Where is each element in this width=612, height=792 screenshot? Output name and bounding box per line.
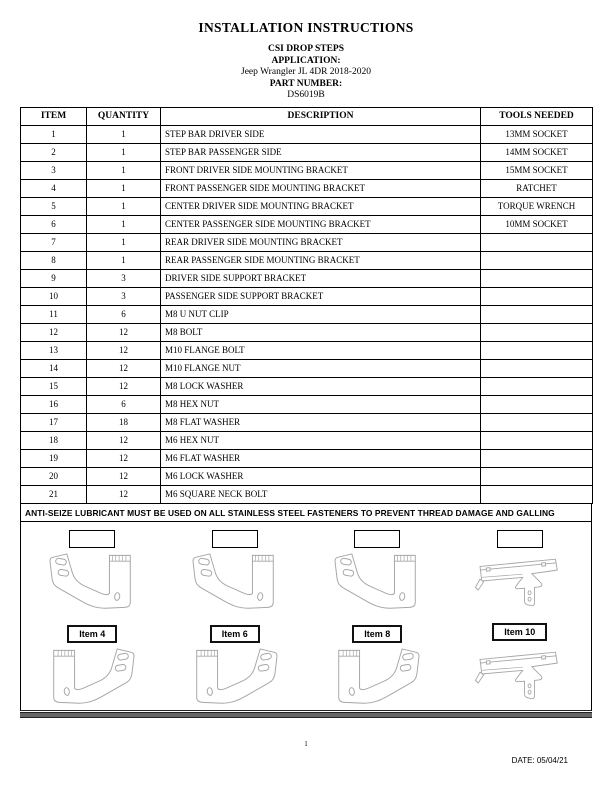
application-label: APPLICATION: [271,55,341,66]
table-row [21,251,593,269]
table-row [21,323,593,341]
quantity-cell: 12 [87,431,161,449]
quantity-cell: 1 [87,143,161,161]
table-row [21,377,593,395]
table-row [21,341,593,359]
tools-cell [481,449,593,467]
item-cell: 17 [21,413,87,431]
description-cell: REAR DRIVER SIDE MOUNTING BRACKET [161,233,481,251]
description-cell: M6 LOCK WASHER [161,467,481,485]
item-cell: 4 [21,179,87,197]
figure-column-2 [164,522,307,710]
description-cell: REAR PASSENGER SIDE MOUNTING BRACKET [161,251,481,269]
item-cell: 9 [21,269,87,287]
empty-label-box [69,530,115,548]
page-number: 1 [304,740,308,748]
tools-cell [481,377,593,395]
tools-cell [481,323,593,341]
support-bracket-drawing [472,551,568,611]
item-cell: 13 [21,341,87,359]
empty-label-box [212,530,258,548]
description-cell: M8 HEX NUT [161,395,481,413]
table-row [21,197,593,215]
description-cell: M10 FLANGE NUT [161,359,481,377]
item-cell: 20 [21,467,87,485]
item-cell: 15 [21,377,87,395]
figure-item-label: Item 10 [492,623,547,641]
tools-cell [481,269,593,287]
table-row [21,395,593,413]
description-cell: CENTER DRIVER SIDE MOUNTING BRACKET [161,197,481,215]
date-label: DATE: 05/04/21 [511,756,568,765]
table-row [21,233,593,251]
column-header: TOOLS NEEDED [481,107,593,125]
quantity-cell: 1 [87,179,161,197]
quantity-cell: 1 [87,233,161,251]
description-cell: PASSENGER SIDE SUPPORT BRACKET [161,287,481,305]
tools-cell [481,287,593,305]
table-row [21,449,593,467]
table-row [21,161,593,179]
application-value: Jeep Wrangler JL 4DR 2018-2020 [241,67,371,78]
anti-seize-note: ANTI-SEIZE LUBRICANT MUST BE USED ON ALL STAINLESS STEEL FASTENERS TO PREVENT THREAD DAMAGE AND GALLING [20,504,592,522]
page-title: INSTALLATION INSTRUCTIONS [198,20,414,35]
part-number-value: DS6019B [287,90,325,101]
table-row [21,359,593,377]
tools-cell [481,251,593,269]
item-cell: 14 [21,359,87,377]
table-row [21,143,593,161]
support-bracket-drawing [472,644,568,704]
item-cell: 5 [21,197,87,215]
mounting-bracket-drawing-mirrored [191,646,279,708]
item-cell: 11 [21,305,87,323]
column-header: ITEM [21,107,87,125]
mounting-bracket-drawing-mirrored [333,646,421,708]
document-header [0,0,612,102]
quantity-cell: 3 [87,287,161,305]
parts-table [20,107,593,504]
table-row [21,125,593,143]
table-row [21,179,593,197]
description-cell: STEP BAR PASSENGER SIDE [161,143,481,161]
table-row [21,431,593,449]
quantity-cell: 12 [87,341,161,359]
tools-cell: 15MM SOCKET [481,161,593,179]
item-cell: 19 [21,449,87,467]
tools-cell [481,305,593,323]
item-cell: 1 [21,125,87,143]
mounting-bracket-drawing-mirrored [48,646,136,708]
quantity-cell: 1 [87,161,161,179]
quantity-cell: 1 [87,125,161,143]
item-cell: 3 [21,161,87,179]
figure-item-label: Item 6 [210,625,260,643]
part-number-label: PART NUMBER: [269,78,343,89]
quantity-cell: 12 [87,377,161,395]
description-cell: DRIVER SIDE SUPPORT BRACKET [161,269,481,287]
mounting-bracket-drawing [333,551,421,613]
description-cell: M8 BOLT [161,323,481,341]
item-cell: 18 [21,431,87,449]
tools-cell: 13MM SOCKET [481,125,593,143]
column-header: DESCRIPTION [161,107,481,125]
quantity-cell: 12 [87,323,161,341]
figure-column-4 [449,522,592,710]
tools-cell [481,413,593,431]
figure-item-label: Item 8 [352,625,402,643]
empty-label-box [354,530,400,548]
item-cell: 12 [21,323,87,341]
figures-panel [20,522,592,711]
quantity-cell: 3 [87,269,161,287]
quantity-cell: 12 [87,467,161,485]
tools-cell [481,341,593,359]
tools-cell [481,359,593,377]
quantity-cell: 18 [87,413,161,431]
table-row [21,467,593,485]
description-cell: M6 HEX NUT [161,431,481,449]
description-cell: STEP BAR DRIVER SIDE [161,125,481,143]
tools-cell: 14MM SOCKET [481,143,593,161]
tools-cell [481,485,593,503]
description-cell: FRONT PASSENGER SIDE MOUNTING BRACKET [161,179,481,197]
quantity-cell: 1 [87,215,161,233]
description-cell: M6 SQUARE NECK BOLT [161,485,481,503]
description-cell: CENTER PASSENGER SIDE MOUNTING BRACKET [161,215,481,233]
figure-item-label: Item 4 [67,625,117,643]
description-cell: M10 FLANGE BOLT [161,341,481,359]
tools-cell [481,395,593,413]
tools-cell [481,233,593,251]
mounting-bracket-drawing [48,551,136,613]
figure-column-3 [306,522,449,710]
tools-cell: RATCHET [481,179,593,197]
figure-column-1 [21,522,164,710]
table-row [21,305,593,323]
empty-label-box [497,530,543,548]
tools-cell [481,431,593,449]
description-cell: M8 LOCK WASHER [161,377,481,395]
quantity-cell: 1 [87,251,161,269]
table-row [21,215,593,233]
item-cell: 10 [21,287,87,305]
description-cell: M8 U NUT CLIP [161,305,481,323]
description-cell: FRONT DRIVER SIDE MOUNTING BRACKET [161,161,481,179]
product-name: CSI DROP STEPS [267,44,345,54]
quantity-cell: 12 [87,485,161,503]
description-cell: M8 FLAT WASHER [161,413,481,431]
bottom-rule [20,712,592,718]
tools-cell: TORQUE WRENCH [481,197,593,215]
description-cell: M6 FLAT WASHER [161,449,481,467]
table-row [21,287,593,305]
item-cell: 6 [21,215,87,233]
item-cell: 16 [21,395,87,413]
table-row [21,413,593,431]
tools-cell [481,467,593,485]
item-cell: 7 [21,233,87,251]
quantity-cell: 12 [87,359,161,377]
quantity-cell: 1 [87,197,161,215]
table-row [21,269,593,287]
item-cell: 21 [21,485,87,503]
table-row [21,485,593,503]
column-header: QUANTITY [87,107,161,125]
tools-cell: 10MM SOCKET [481,215,593,233]
mounting-bracket-drawing [191,551,279,613]
table-header-row [21,107,593,125]
item-cell: 8 [21,251,87,269]
quantity-cell: 12 [87,449,161,467]
item-cell: 2 [21,143,87,161]
quantity-cell: 6 [87,395,161,413]
quantity-cell: 6 [87,305,161,323]
